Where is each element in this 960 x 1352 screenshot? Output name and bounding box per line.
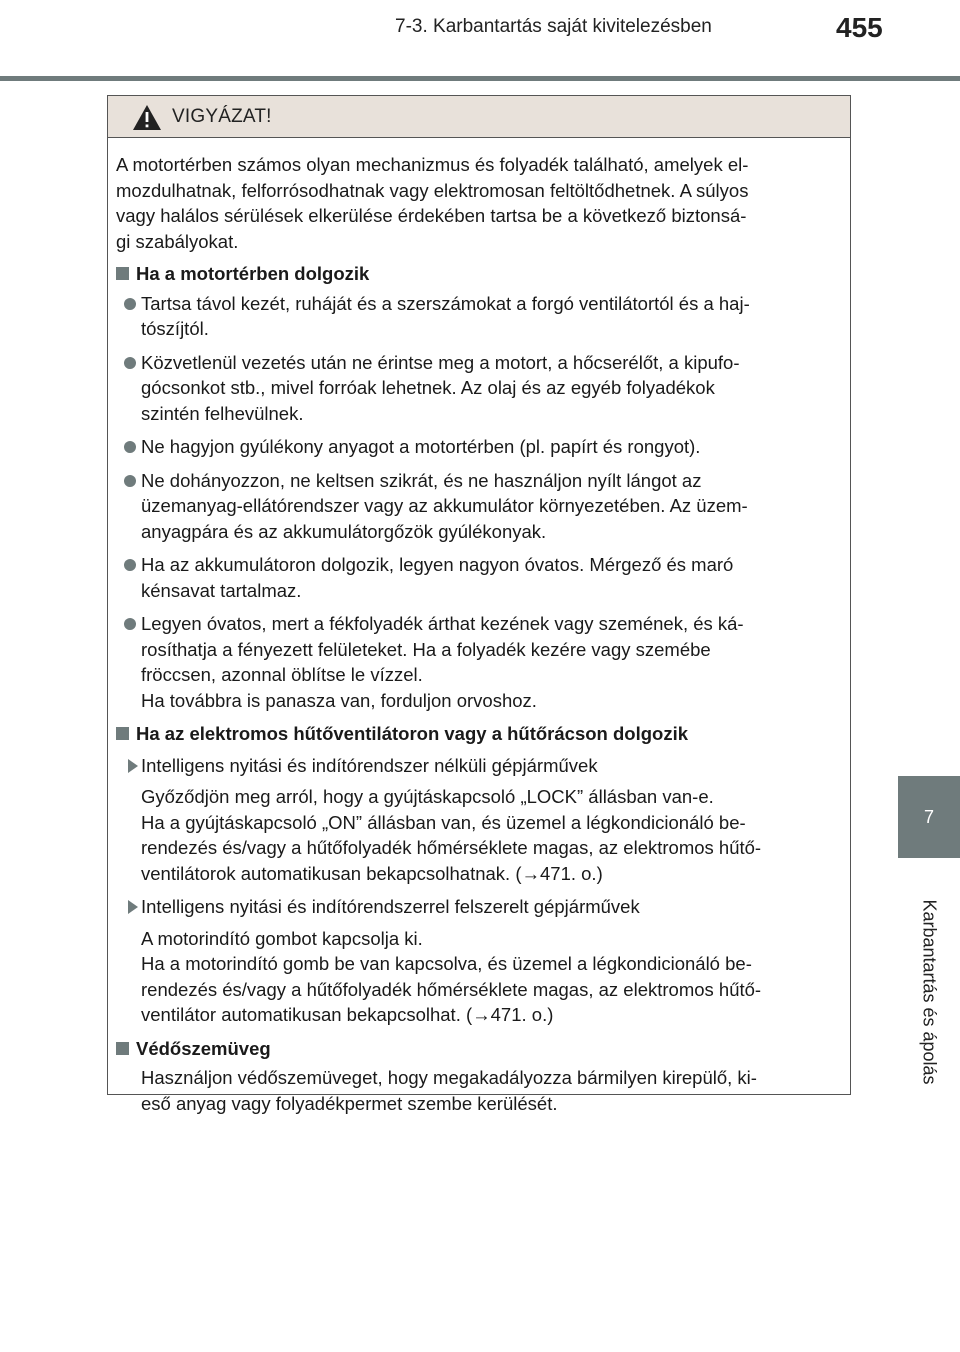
bullet-dot-icon — [124, 441, 136, 453]
warning-intro — [116, 152, 840, 254]
subsection-paragraph — [116, 926, 840, 1028]
list-item — [116, 350, 840, 427]
triangle-arrow-icon — [128, 900, 138, 914]
subsection-heading — [116, 894, 840, 920]
warning-body — [108, 138, 850, 1116]
warning-triangle-icon — [132, 104, 162, 131]
chapter-tab — [898, 776, 960, 858]
bullet-line: Ne hagyjon gyúlékony anyagot a motortérben (pl. papírt és rongyot). — [141, 436, 701, 457]
bullet-line: tószíjtól. — [141, 318, 209, 339]
subsection-paragraph — [116, 784, 840, 886]
square-bullet-icon — [116, 727, 129, 740]
section-heading-text: Védőszemüveg — [136, 1037, 271, 1059]
bullet-line: Ha az akkumulátoron dolgozik, legyen nagyon óvatos. Mérgező és maró — [141, 554, 734, 575]
bullet-line: Legyen óvatos, mert a fékfolyadék árthat kezének vagy szemének, és ká- — [141, 613, 744, 634]
list-item — [116, 468, 840, 545]
subsection-heading — [116, 753, 840, 779]
bullet-line: kénsavat tartalmaz. — [141, 579, 302, 601]
bullet-line: gócsonkot stb., mivel forróak lehetnek. Az olaj és az egyéb folyadékok — [141, 377, 715, 398]
warning-title: VIGYÁZAT! — [172, 105, 272, 127]
section-title: 7-3. Karbantartás saját kivitelezésben — [395, 16, 712, 37]
intro-line: mozdulhatnak, felforrósodhatnak vagy elektromosan feltöltődhetnek. A súlyos — [116, 179, 749, 201]
subsection-title: Intelligens nyitási és indítórendszerrel felszerelt gépjárművek — [141, 896, 640, 917]
paragraph-line: Győződjön meg arról, hogy a gyújtáskapcsoló „LOCK” állásban van-e. — [141, 786, 714, 807]
paragraph-line: Ha a gyújtáskapcsoló „ON” állásban van, és üzemel a légkondicionáló be- — [141, 811, 746, 833]
paragraph-line: Használjon védőszemüveget, hogy megakadályozza bármilyen kirepülő, ki- — [141, 1067, 757, 1088]
paragraph-line: Ha a motorindító gomb be van kapcsolva, és üzemel a légkondicionáló be- — [141, 953, 752, 974]
paragraph-line: rendezés és/vagy a hűtőfolyadék hőmérséklete magas, az elektromos hűtő- — [141, 837, 762, 858]
list-item — [116, 552, 840, 603]
section-heading-goggles — [116, 1036, 840, 1062]
warning-box — [107, 95, 851, 1114]
chapter-title: Karbantartás és ápolás — [919, 899, 940, 1085]
bullet-line: Tartsa távol kezét, ruháját és a szerszámokat a forgó ventilátortól és a haj- — [141, 292, 750, 314]
warning-header — [108, 96, 850, 138]
intro-line: A motortérben számos olyan mechanizmus és folyadék található, amelyek el- — [116, 154, 749, 175]
list-item — [116, 291, 840, 342]
paragraph-line: eső anyag vagy folyadékpermet szembe kerülését. — [141, 1092, 558, 1114]
bullet-dot-icon — [124, 618, 136, 630]
list-item — [116, 611, 840, 713]
square-bullet-icon — [116, 267, 129, 280]
paragraph-line: A motorindító gombot kapcsolja ki. — [141, 927, 423, 949]
bullet-line: Közvetlenül vezetés után ne érintse meg a motort, a hőcserélőt, a kipufo- — [141, 351, 740, 373]
bullet-line: Ha továbbra is panasza van, forduljon orvoshoz. — [141, 689, 537, 711]
bullet-line: üzemanyag-ellátórendszer vagy az akkumulátor környezetében. Az üzem- — [141, 495, 748, 516]
bullet-dot-icon — [124, 475, 136, 487]
subsection-title: Intelligens nyitási és indítórendszer nélküli gépjárművek — [141, 754, 598, 776]
section-heading-engine-bay — [116, 261, 840, 287]
section-heading-text: Ha a motortérben dolgozik — [136, 263, 370, 284]
paragraph-line: ventilátorok automatikusan bekapcsolhatnak. (→471. o.) — [141, 862, 603, 884]
section-heading-text: Ha az elektromos hűtőventilátoron vagy a hűtőrácson dolgozik — [136, 723, 689, 744]
intro-line: vagy halálos sérülések elkerülése érdekében tartsa be a következő biztonsá- — [116, 205, 747, 226]
square-bullet-icon — [116, 1042, 129, 1055]
section-paragraph — [116, 1065, 840, 1116]
section-heading-cooling-fan — [116, 721, 840, 747]
bullet-line: anyagpára és az akkumulátorgőzök gyúlékonyak. — [141, 520, 547, 542]
bullet-dot-icon — [124, 298, 136, 310]
header-rule — [0, 76, 960, 81]
paragraph-line: ventilátor automatikusan bekapcsolhat. (→471. o.) — [141, 1004, 554, 1025]
chapter-number: 7 — [923, 806, 934, 827]
paragraph-line: rendezés és/vagy a hűtőfolyadék hőmérséklete magas, az elektromos hűtő- — [141, 978, 762, 1000]
list-item — [116, 434, 840, 460]
bullet-line: Ne dohányozzon, ne keltsen szikrát, és ne használjon nyílt lángot az — [141, 469, 702, 491]
intro-line: gi szabályokat. — [116, 230, 239, 252]
bullet-dot-icon — [124, 357, 136, 369]
bullet-dot-icon — [124, 559, 136, 571]
bullet-line: szintén felhevülnek. — [141, 402, 304, 424]
bullet-line: fröccsen, azonnal öblítse le vízzel. — [141, 664, 423, 685]
triangle-arrow-icon — [128, 759, 138, 773]
bullet-line: rosíthatja a fényezett felületeket. Ha a folyadék kezére vagy szemébe — [141, 638, 711, 660]
page-number: 455 — [836, 12, 883, 43]
